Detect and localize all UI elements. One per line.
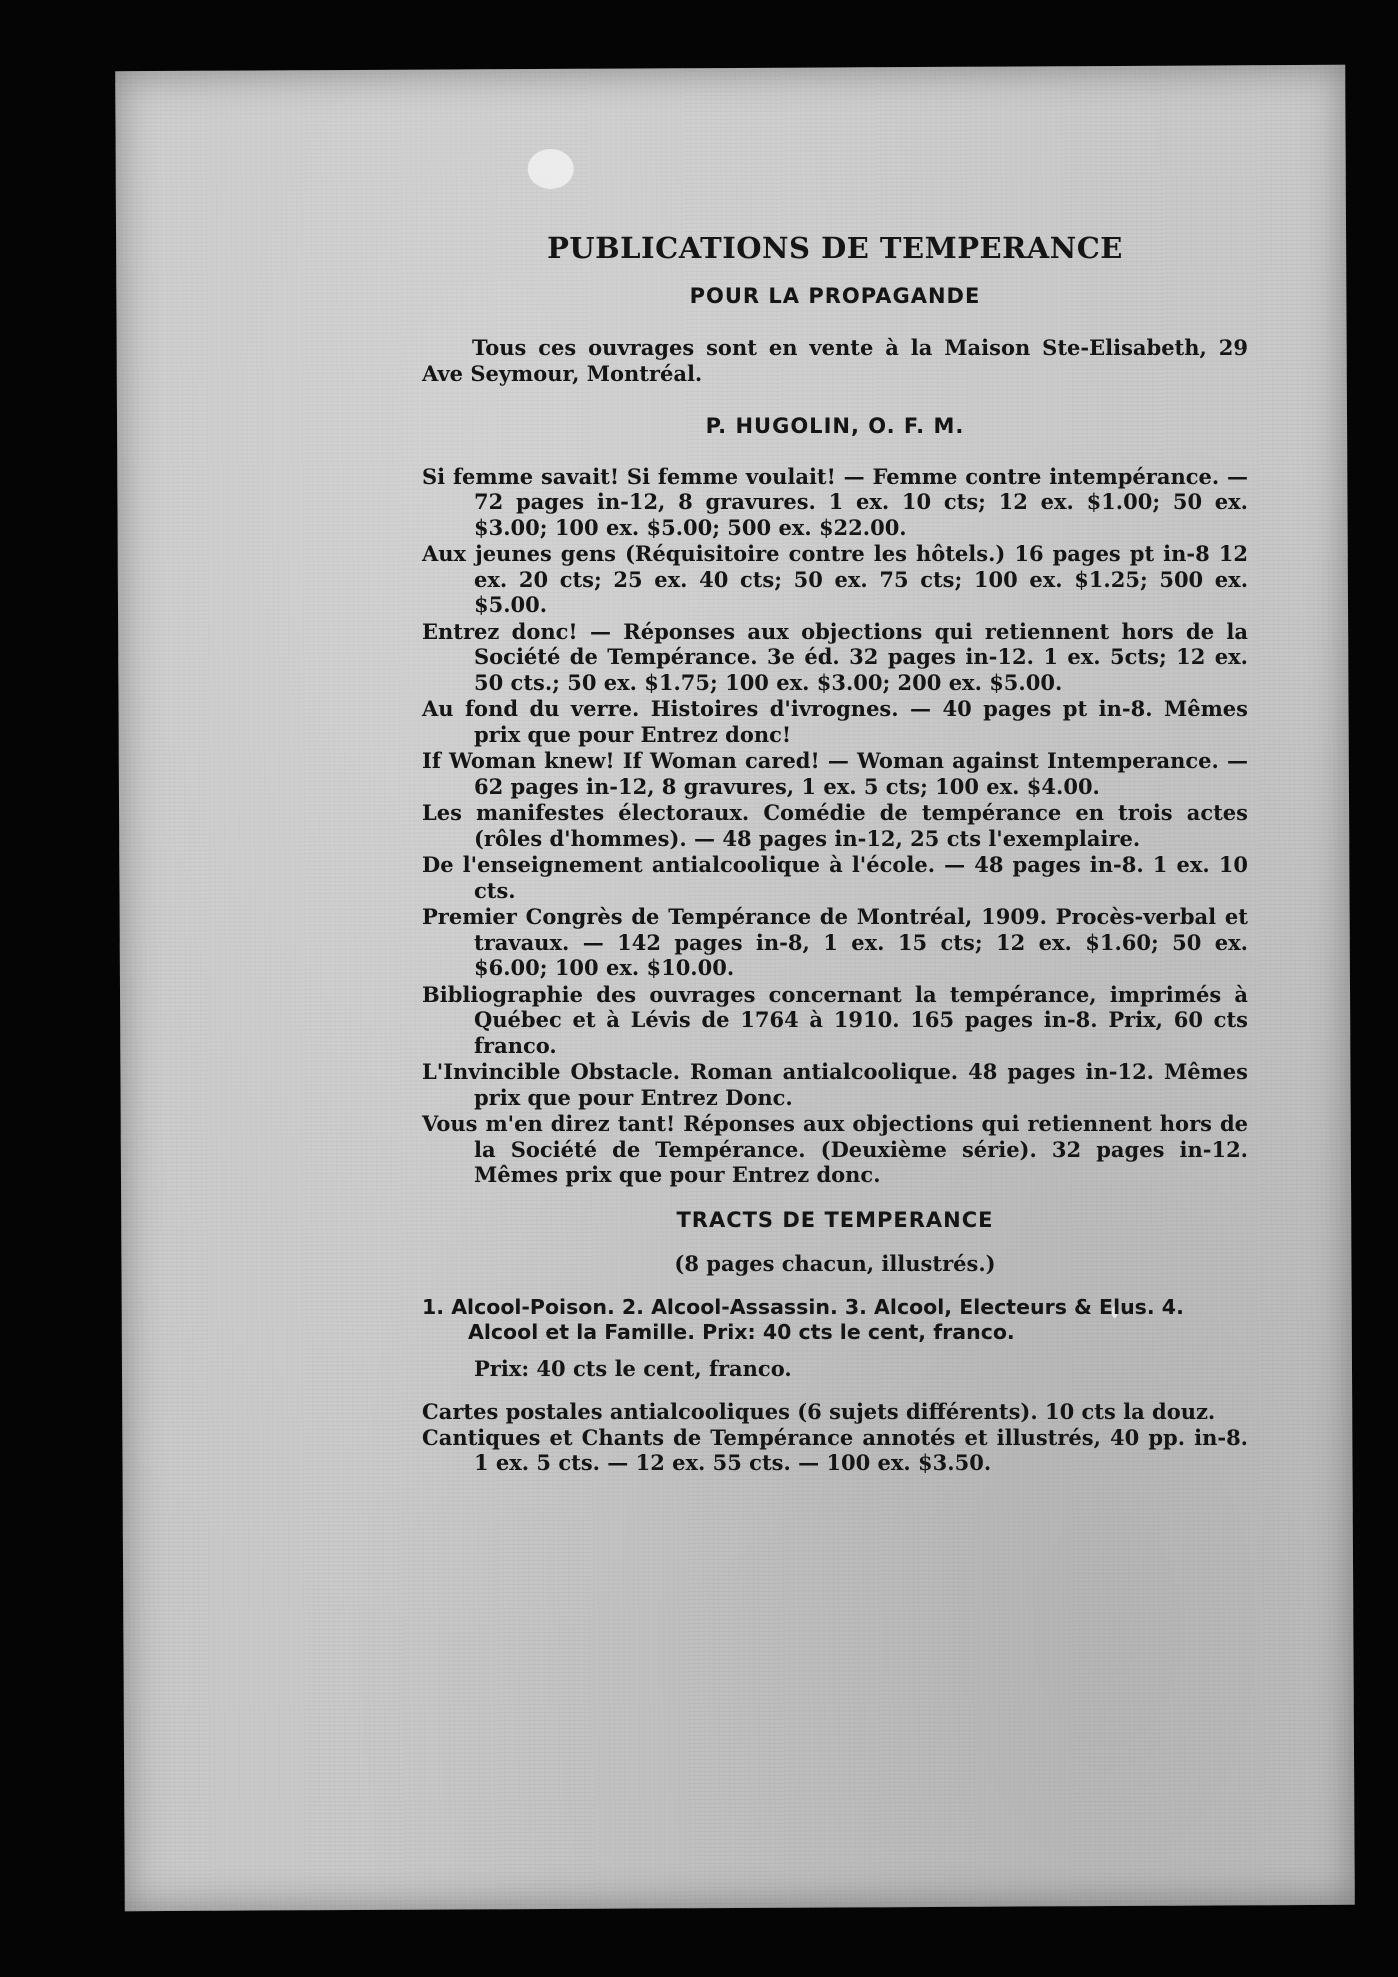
paper-blemish: [528, 149, 574, 189]
tracts-list: 1. Alcool-Poison. 2. Alcool-Assassin. 3. Alcool, Electeurs & Elus. 4. Alcool et la Famille. Prix: 40 cts le cent, franco.: [422, 1294, 1184, 1344]
publication-entry: Premier Congrès de Tempérance de Montréal, 1909. Procès-verbal et travaux. — 142 pages in-8, 1 ex. 15 cts; 12 ex. $1.60; 50 ex. $6.00; 100 ex. $10.00.: [422, 904, 1248, 980]
publication-entry: De l'enseignement antialcoolique à l'école. — 48 pages in-8. 1 ex. 10 cts.: [422, 852, 1248, 903]
intro-paragraph: Tous ces ouvrages sont en vente à la Maison Ste-Elisabeth, 29 Ave Seymour, Montréal.: [422, 335, 1248, 386]
publication-list: [422, 464, 1248, 1188]
publication-entry: L'Invincible Obstacle. Roman antialcoolique. 48 pages in-12. Mêmes prix que pour Entrez Donc.: [422, 1059, 1248, 1110]
tracts-heading: TRACTS DE TEMPERANCE: [676, 1207, 994, 1232]
publication-entry: Bibliographie des ouvrages concernant la tempérance, imprimés à Québec et à Lévis de 1764 à 1910. 165 pages in-8. Prix, 60 cts franco.: [422, 981, 1248, 1058]
page-title: PUBLICATIONS DE TEMPERANCE: [547, 231, 1123, 265]
extra-entry: Cantiques et Chants de Tempérance annotés et illustrés, 40 pp. in-8. 1 ex. 5 cts. — 12 ex. 55 cts. — 100 ex. $3.50.: [422, 1424, 1248, 1475]
publication-entry: Aux jeunes gens (Réquisitoire contre les hôtels.) 16 pages pt in-8 12 ex. 20 cts; 25 ex. 40 cts; 50 ex. 75 cts; 100 ex. $1.25; 500 ex. $5.00.: [422, 541, 1248, 617]
extra-entry: Cartes postales antialcooliques (6 sujets différents). 10 cts la douz.: [422, 1399, 1216, 1424]
tracts-subheading: (8 pages chacun, illustrés.): [674, 1251, 996, 1276]
tracts-price: Prix: 40 cts le cent, franco.: [474, 1355, 792, 1381]
publication-entry: Si femme savait! Si femme voulait! — Femme contre intempérance. — 72 pages in-12, 8 gravures. 1 ex. 10 cts; 12 ex. $1.00; 50 ex. $3.00; 100 ex. $5.00; 500 ex. $22.00.: [422, 463, 1248, 540]
document-content: [422, 231, 1248, 1476]
publication-entry: Au fond du verre. Histoires d'ivrognes. — 40 pages pt in-8. Mêmes prix que pour Entrez donc!: [422, 696, 1248, 747]
publication-entry: If Woman knew! If Woman cared! — Woman against Intemperance. —62 pages in-12, 8 gravures, 1 ex. 5 cts; 100 ex. $4.00.: [422, 748, 1248, 799]
author-heading: P. HUGOLIN, O. F. M.: [705, 414, 965, 438]
publication-entry: Vous m'en direz tant! Réponses aux objections qui retiennent hors de la Société de Tempérance. (Deuxième série). 32 pages in-12. Mêmes prix que pour Entrez donc.: [422, 1111, 1248, 1187]
publication-entry: Entrez donc! — Réponses aux objections qui retiennent hors de la Société de Tempérance. 3e éd. 32 pages in-12. 1 ex. 5cts; 12 ex. 50 cts.; 50 ex. $1.75; 100 ex. $3.00; 200 ex. $5.00.: [422, 618, 1248, 695]
publication-entry: Les manifestes électoraux. Comédie de tempérance en trois actes (rôles d'hommes). — 48 pages in-12, 25 cts l'exemplaire.: [422, 800, 1248, 851]
page-subtitle: POUR LA PROPAGANDE: [689, 283, 981, 308]
